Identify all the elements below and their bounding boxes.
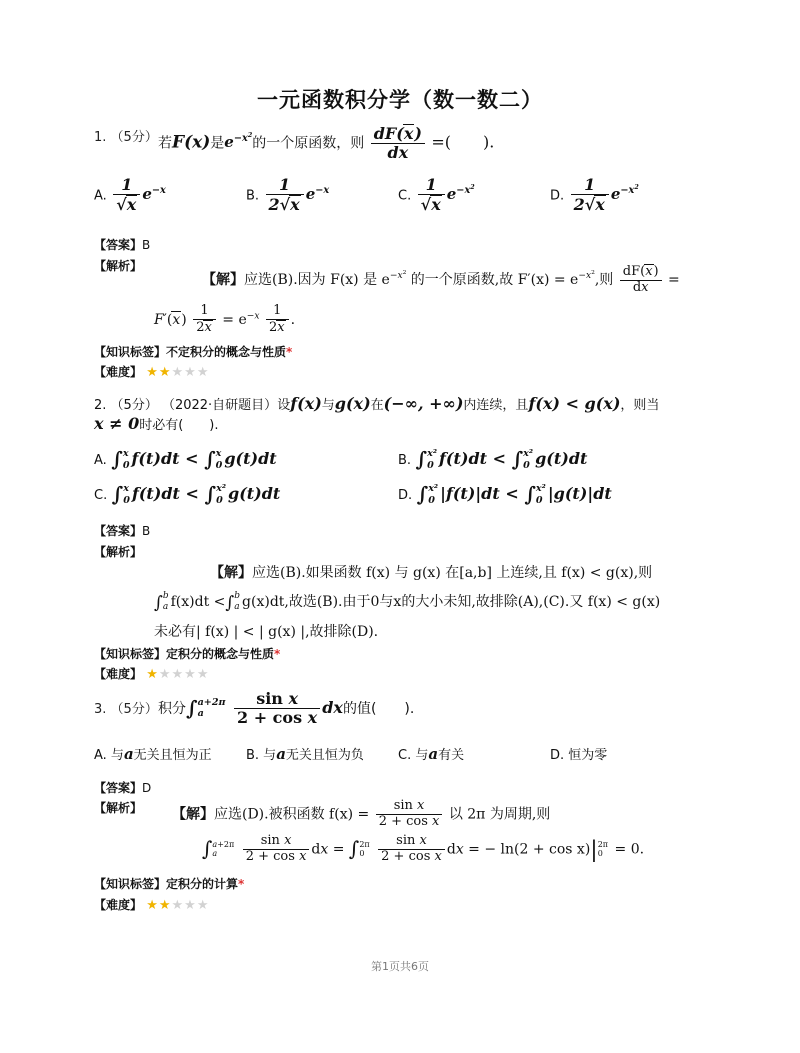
star-icon: ★	[184, 365, 197, 380]
star-icon: ★	[196, 365, 210, 380]
star-icon: ★	[146, 898, 159, 913]
q3-difficulty-stars	[146, 898, 209, 913]
q3-option-d[interactable]: D. 恒为零	[550, 748, 608, 763]
q3-stem: 积分∫ a+2π a $\frac{\text{sin x}}{\text{2 + cos x}}$ dx的值( ).	[158, 689, 415, 728]
q2-solution-line2: ∫ b a f(x)dt <∫ b a g(x)dt,故选(B).由于0与x的大小未知,故排除(A),(C).又 f(x) < g(x)	[154, 591, 661, 613]
q1-score: （5分）	[110, 130, 158, 145]
q3-answer: 【答案】D	[94, 781, 152, 795]
q2-difficulty: 【难度】 ★★★★★	[94, 667, 210, 682]
q3-knowledge-tag: 【知识标签】定积分的计算*	[94, 877, 245, 891]
star-icon: ★	[171, 667, 185, 682]
star-icon: ★	[158, 365, 172, 380]
q1-solution-line1: 【解】应选(B).因为 F(x) 是 $e^{-x^2}$ 的一个原函数,故 $F'(x) = e^{-x^2}$,则 $\frac{dF(x)}{dx}$ =	[202, 264, 680, 295]
page-footer: 第1页共6页	[371, 960, 429, 973]
q3-option-a[interactable]: A. 与a无关且恒为正	[94, 745, 212, 763]
q2-option-d[interactable]: D. ∫ x² 0 |f(t)|dt < ∫ x² 0 |g(t)|dt	[398, 482, 612, 506]
star-icon: ★	[146, 667, 159, 682]
star-icon: ★	[171, 365, 185, 380]
q3-option-c[interactable]: C. 与a有关	[398, 745, 465, 763]
star-icon: ★	[196, 898, 210, 913]
q2-analysis-label: 【解析】	[94, 545, 143, 559]
q2-knowledge-tag: 【知识标签】定积分的概念与性质*	[94, 647, 281, 661]
q3-analysis-label: 【解析】	[94, 801, 143, 815]
q1-difficulty: 【难度】 ★★★★★	[94, 365, 210, 380]
q1-difficulty-stars	[146, 365, 209, 380]
q1-stem: 若F(x)是$e^{-x^2}$的一个原函数，则 $\frac{dF(x)}{dx}$ =( ).	[158, 124, 495, 163]
q1-derivative-fraction: $\frac{dF(x)}{dx}$	[371, 124, 425, 163]
q1-solution-line2: F′(x) $\frac{1}{2x}$ = $e^{-x}$ $\frac{1}{2x}$ .	[154, 303, 296, 335]
q2-option-a[interactable]: A. ∫ x 0 f(t)dt < ∫ x 0 g(t)dt	[94, 447, 277, 471]
q1-analysis-label: 【解析】	[94, 259, 143, 273]
star-icon: ★	[158, 667, 172, 682]
q3-solution-line1: 【解】应选(D).被积函数 f(x) = $\frac{\text{sin x}}{\text{2 + cos x}}$ 以 2π 为周期,则	[172, 798, 551, 829]
q1-option-c[interactable]: C. $\frac{1}{√x}$ $e^{-x^2}$	[398, 175, 475, 215]
page-title: 一元函数积分学（数一数二）	[257, 88, 543, 112]
q1-option-d[interactable]: D. $\frac{1}{2√x}$ $e^{-x^2}$	[550, 175, 639, 215]
star-icon: ★	[171, 898, 185, 913]
q1-option-a[interactable]: A. $\frac{1}{√x}$ $e^{-x}$	[94, 175, 166, 215]
q1-option-b[interactable]: B. $\frac{1}{2√x}$ $e^{-x}$	[246, 175, 330, 215]
q1-answer: 【答案】B	[94, 238, 151, 252]
q1-number: 1.	[94, 130, 107, 145]
q2-solution-line3: 未必有| f(x) | < | g(x) |,故排除(D).	[154, 624, 379, 640]
star-icon: ★	[158, 898, 172, 913]
q2-option-b[interactable]: B. ∫ x² 0 f(t)dt < ∫ x² 0 g(t)dt	[398, 447, 588, 471]
star-icon: ★	[196, 667, 210, 682]
q3-option-b[interactable]: B. 与a无关且恒为负	[246, 745, 364, 763]
q2-stem-line1: 2. （5分） （2022·自研题目）设f(x)与g(x)在(−∞, +∞)内连续，且f(x) < g(x)，则当	[94, 394, 660, 413]
star-icon: ★	[184, 898, 197, 913]
q2-option-c[interactable]: C. ∫ x 0 f(t)dt < ∫ x² 0 g(t)dt	[94, 482, 281, 506]
question-1-header	[94, 126, 158, 145]
question-3-header: 3. （5分）	[94, 702, 158, 717]
q3-solution-line2: ∫ a+2π a $\frac{\text{sin x}}{\text{2 + cos x}}$ dx = ∫ 2π 0 $\frac{\text{sin x}}{\text{2 + cos x}}$ dx = − ln(2 + cos x)| 2π 0 = 0.	[202, 833, 645, 864]
q2-difficulty-stars	[146, 667, 209, 682]
star-icon: ★	[146, 365, 159, 380]
q1-knowledge-tag: 【知识标签】不定积分的概念与性质*	[94, 345, 293, 359]
q2-solution-line1: 【解】应选(B).如果函数 f(x) 与 g(x) 在[a,b] 上连续,且 f(x) < g(x),则	[210, 565, 653, 581]
star-icon: ★	[184, 667, 197, 682]
q2-answer: 【答案】B	[94, 524, 151, 538]
q2-stem-line2: x ≠ 0时必有( ).	[94, 414, 219, 433]
q3-difficulty: 【难度】 ★★★★★	[94, 898, 210, 913]
